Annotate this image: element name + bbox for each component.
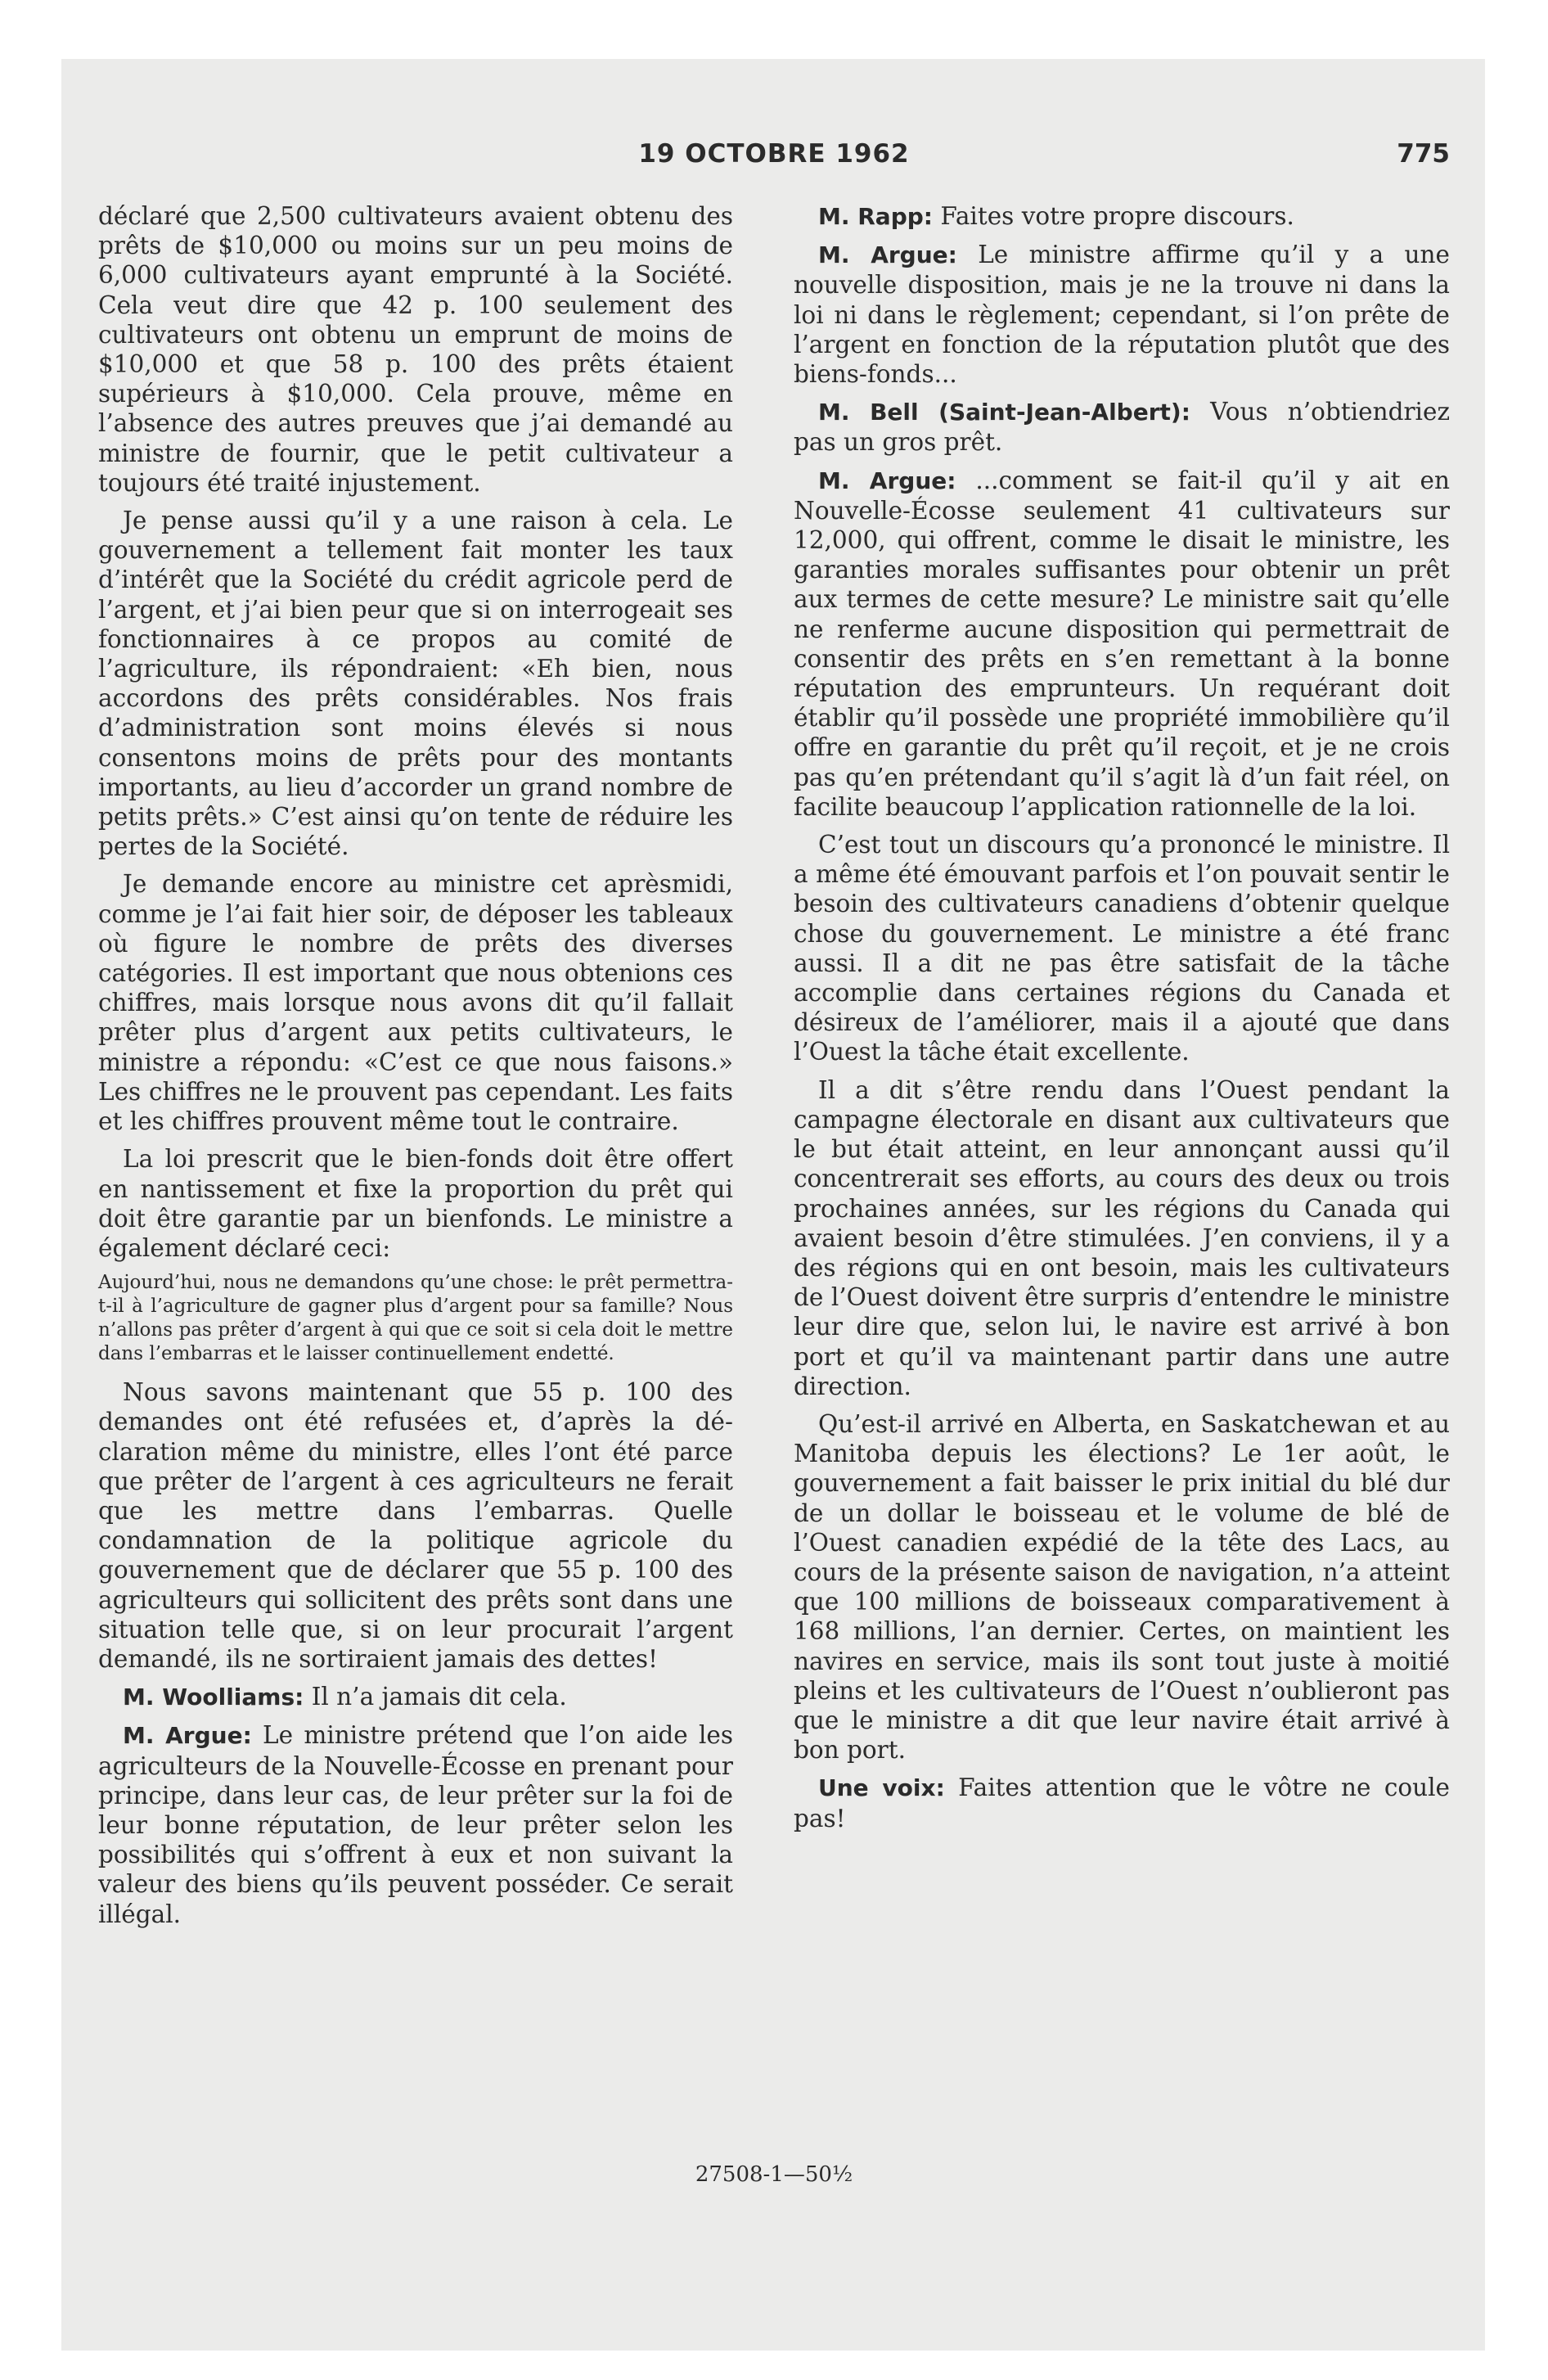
block-quote <box>98 1271 733 1366</box>
paragraph-text: Le ministre affirme qu’il y a une nouvelle disposition, mais je ne la trouve ni dans la loi ni dans le règlement; cependant, si l’on prête de l’argent en fonction de la réputation plutôt que des biens-fonds... <box>794 241 1451 389</box>
paragraph-text: Faites votre propre discours. <box>933 202 1294 230</box>
speaker-name: M. Argue: <box>818 467 956 494</box>
paragraph <box>794 201 1450 232</box>
paragraph <box>794 466 1450 822</box>
paragraph-text: Faites attention que le vôtre ne coule pas! <box>794 1774 1450 1832</box>
speaker-name: M. Argue: <box>123 1722 252 1750</box>
paragraph <box>98 1144 733 1263</box>
paragraph-text: Aujourd’hui, nous ne demandons qu’une chose: le prêt permettra-t-il à l’agriculture de gagner plus d’argent pour sa famille? Nous n’allons pas prêter d’argent à qui que ce soit si cela doit le mettre dans l’embarras et le laisser continuellement endetté. <box>98 1272 733 1365</box>
left-column <box>98 201 733 1937</box>
right-column <box>794 201 1450 1841</box>
speaker-name: Une voix: <box>818 1774 945 1802</box>
header-date: 19 OCTOBRE 1962 <box>638 139 910 169</box>
speaker-name: M. Woolliams: <box>123 1684 304 1711</box>
speaker-name: M. Rapp: <box>818 203 933 230</box>
paragraph <box>98 201 733 498</box>
paragraph-text: Le ministre prétend que l’on aide les agriculteurs de la Nouvelle-Écosse en prenant pour principe, dans leur cas, de leur prêter sur la foi de leur bonne réputation, de leur prêter selon les possibilités qui s’offrent à eux et non suivant la valeur des biens qu’ils peuvent posséder. Ce serait illégal. <box>98 1721 733 1928</box>
speaker-name: M. Argue: <box>818 241 957 269</box>
paragraph <box>794 830 1450 1067</box>
paragraph-text: déclaré que 2,500 cultivateurs avaient obtenu des prêts de $10,000 ou moins sur un peu moins de 6,000 cultivateurs ayant emprunté à la Société. Cela veut dire que 42 p. 100 seulement des cultivateurs ont obtenu un emprunt de moins de $10,000 et que 58 p. 100 des prêts étaient supérieurs à $10,000. Cela prouve, même en l’absence des autres preuves que j’ai demandé au ministre de fournir, que le petit cultivateur a toujours été traité injustement. <box>98 202 733 497</box>
page-header <box>98 139 1450 180</box>
paragraph-text: Vous n’obtiendriez pas un gros prêt. <box>794 398 1450 457</box>
paragraph <box>794 240 1450 389</box>
paragraph-text: La loi prescrit que le bien-fonds doit être offert en nantissement et fixe la proportion du prêt qui doit être garantie par un bienfonds. Le ministre a également déclaré ceci: <box>98 1145 733 1262</box>
paragraph <box>98 1682 733 1712</box>
paragraph-text: Je demande encore au ministre cet aprèsmidi, comme je l’ai fait hier soir, de déposer les tableaux où figure le nombre de prêts des diverses catégories. Il est important que nous obtenions ces chiffres, mais lorsque nous avons dit qu’il fallait prêter plus d’argent aux petits cultivateurs, le ministre a répondu: «C’est ce que nous faisons.» Les chiffres ne le prouvent pas cependant. Les faits et les chiffres prouvent même tout le contraire. <box>98 870 733 1136</box>
paragraph <box>98 506 733 861</box>
paragraph <box>794 1075 1450 1401</box>
paragraph <box>98 1377 733 1674</box>
paragraph-text: Nous savons maintenant que 55 p. 100 des demandes ont été refusées et, d’après la déclaration même du ministre, elles l’ont été parce que prêter de l’argent à ces agriculteurs ne ferait que les mettre dans l’embarras. Quelle condamnation de la politique agricole du gouvernement que de déclarer que 55 p. 100 des agriculteurs qui sollicitent des prêts sont dans une situation telle que, si on leur procurait l’argent demandé, ils ne sortiraient jamais des dettes! <box>98 1378 733 1673</box>
paragraph-text: Qu’est-il arrivé en Alberta, en Saskatchewan et au Manitoba depuis les élections? Le 1er août, le gouvernement a fait baisser le prix initial du blé dur de un dollar le boisseau et le volume de blé de l’Ouest canadien expédié de la tête des Lacs, au cours de la présente saison de navigation, n’a atteint que 100 millions de boisseaux comparativement à 168 millions, l’an dernier. Certes, on maintient les navires en service, mais ils sont tout juste à moitié pleins et les cultivateurs de l’Ouest n’oublieront pas que le ministre a dit que leur navire était arrivé à bon port. <box>794 1409 1450 1765</box>
paragraph-text: C’est tout un discours qu’a prononcé le ministre. Il a même été émouvant parfois et l’on pouvait sentir le besoin des cultivateurs canadiens d’obtenir quelque chose du gouvernement. Le ministre a été franc aussi. Il a dit ne pas être satisfait de la tâche accomplie dans certaines régions du Canada et désireux de l’améliorer, mais il a ajouté que dans l’Ouest la tâche était excellente. <box>794 831 1450 1066</box>
paragraph-text: Je pense aussi qu’il y a une raison à cela. Le gouvernement a tellement fait monter les taux d’intérêt que la Société du crédit agricole perd de l’argent, et j’ai bien peur que si on interrogeait ses fonctionnaires à ce propos au comité de l’agriculture, ils répondraient: «Eh bien, nous accordons des prêts considérables. Nos frais d’administration sont moins élevés si nous consentons moins de prêts pour des montants importants, au lieu d’accorder un grand nombre de petits prêts.» C’est ainsi qu’on tente de réduire les pertes de la Société. <box>98 507 733 861</box>
paragraph-text: Il n’a jamais dit cela. <box>304 1683 567 1711</box>
paragraph-text: Il a dit s’être rendu dans l’Ouest pendant la campagne électorale en disant aux cultivateurs que le but était atteint, en leur annonçant aussi qu’il concentrerait ses efforts, au cours des deux ou trois prochaines années, sur les régions du Canada qui avaient besoin d’être stimulées. J’en conviens, il y a des régions qui en ont besoin, mais les cultivateurs de l’Ouest doivent être surpris d’entendre le ministre leur dire que, selon lui, le navire est arrivé à bon port et qu’il va maintenant partir dans une autre direction. <box>794 1075 1450 1400</box>
paragraph <box>794 1409 1450 1765</box>
page-number: 775 <box>1397 139 1450 169</box>
paragraph <box>98 1720 733 1928</box>
paragraph <box>98 869 733 1136</box>
paragraph <box>794 1773 1450 1832</box>
paragraph-text: ...comment se fait-il qu’il y ait en Nouvelle-Écosse seulement 41 cultivateurs sur 12,000, qui offrent, comme le disait le ministre, les garanties morales suffisantes pour obtenir un prêt aux termes de cette mesure? Le ministre sait qu’elle ne renferme aucune disposition qui permettrait de consentir des prêts en s’en remettant à la bonne réputation des emprunteurs. Un requérant doit établir qu’il possède une propriété immobilière qu’il offre en garantie du prêt qu’il reçoit, et je ne crois pas qu’en prétendant qu’il s’agit là d’un fait réel, on facilite beaucoup l’application rationnelle de la loi. <box>794 466 1450 821</box>
speaker-name: M. Bell (Saint-Jean-Albert): <box>818 399 1190 426</box>
footer-signature: 27508-1—50½ <box>695 2162 853 2187</box>
paragraph <box>794 397 1450 457</box>
